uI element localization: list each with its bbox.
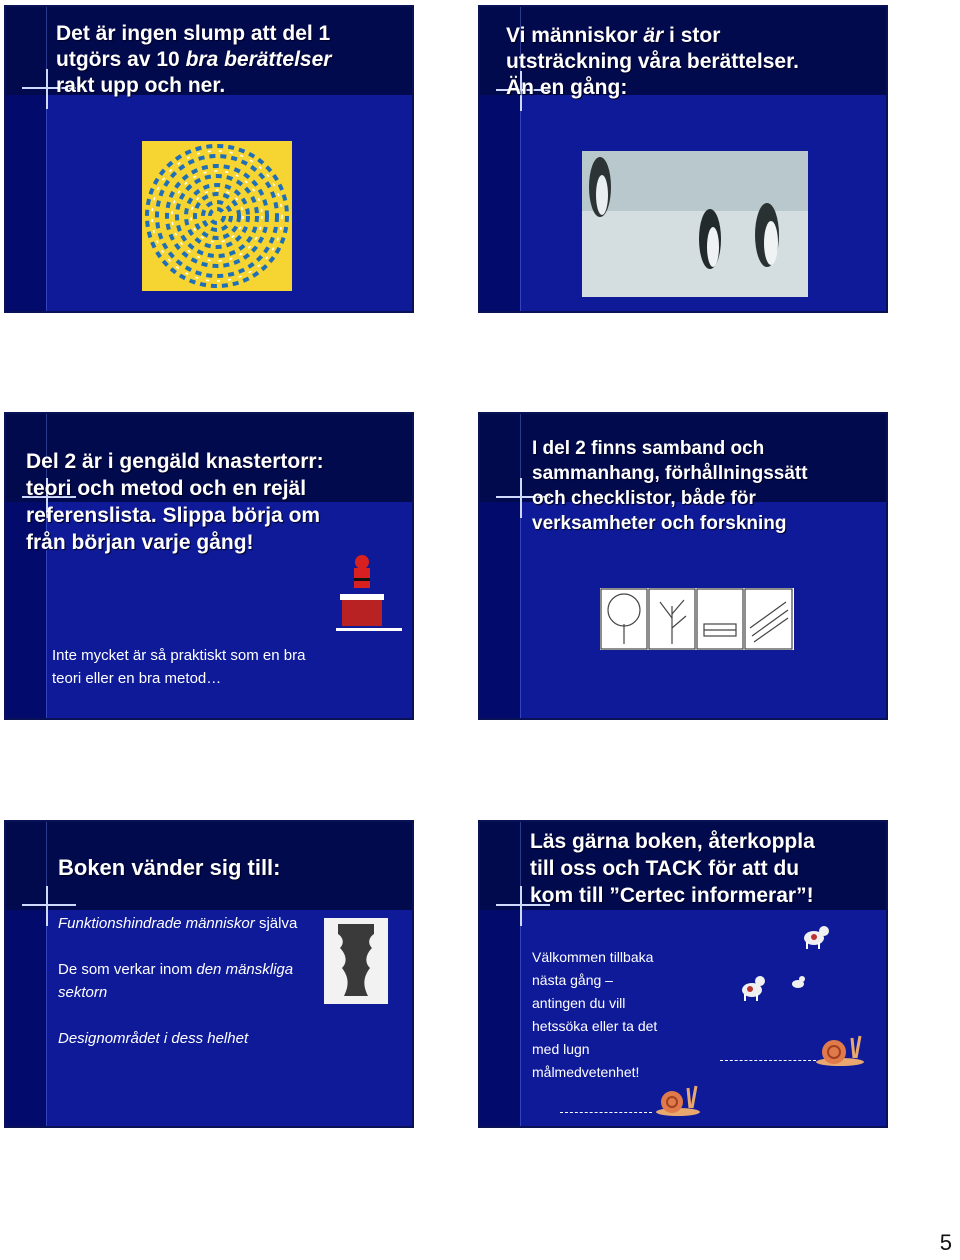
- audience-item-1: Funktionshindrade människor själva: [58, 915, 298, 932]
- slide-3: [4, 412, 414, 720]
- dog-icon: [800, 922, 830, 950]
- slide-3-title: Del 2 är i gengäld knastertorr: teori och metod och en rejäl referenslista. Slippa börja om från början varje gång!: [26, 450, 324, 554]
- guide-line: [46, 822, 47, 1126]
- snail-trail: [560, 1112, 652, 1115]
- audience-item-3: Designområdet i dess helhet: [58, 1030, 249, 1047]
- slide-5-list: Funktionshindrade människor själva De som verkar inom den mänskliga sektorn Designområdet i dess helhet: [58, 912, 297, 1050]
- slide-5: [4, 820, 414, 1128]
- slide-2: [478, 5, 888, 313]
- slide-4: [478, 412, 888, 720]
- guide-line: [520, 822, 521, 1126]
- snail-trail: [720, 1060, 816, 1063]
- dog-icon: [790, 974, 806, 990]
- spiral-illusion-image: [142, 141, 292, 291]
- slide-6: [478, 820, 888, 1128]
- slide-6-body: Välkommen tillbaka nästa gång – antingen du vill hetssöka eller ta det med lugn målmedvetenhet!: [532, 949, 658, 1080]
- guide-line: [520, 414, 521, 718]
- vase-faces-illusion-image: [324, 918, 388, 1004]
- penguins-photo: [582, 151, 808, 297]
- page-number: 5: [939, 1230, 952, 1255]
- slide-4-title: I del 2 finns samband och sammanhang, förhållningssätt och checklistor, både för verksamheter och forskning: [532, 438, 808, 534]
- tree-to-wood-sequence-image: [600, 588, 794, 650]
- slide-6-title: Läs gärna boken, återkoppla till oss och TACK för att du kom till ”Certec informerar”!: [530, 830, 815, 907]
- slide-2-title: Vi människor är i stor utsträckning våra berättelser. Än en gång:: [506, 24, 799, 99]
- audience-item-2: De som verkar inom den mänskliga: [58, 961, 294, 978]
- slide-1-title: Det är ingen slump att del 1 utgörs av 10 bra berättelser rakt upp och ner.: [56, 22, 332, 97]
- slide-3-caption: Inte mycket är så praktiskt som en bra teori eller en bra metod…: [52, 647, 306, 687]
- slide-5-title: Boken vänder sig till:: [58, 855, 281, 880]
- slide-1: [4, 5, 414, 313]
- guide-line: [46, 7, 47, 311]
- dog-icon: [738, 972, 768, 1002]
- santa-chimney-image: [336, 552, 402, 634]
- snail-icon: [814, 1028, 866, 1068]
- snail-icon: [654, 1080, 702, 1118]
